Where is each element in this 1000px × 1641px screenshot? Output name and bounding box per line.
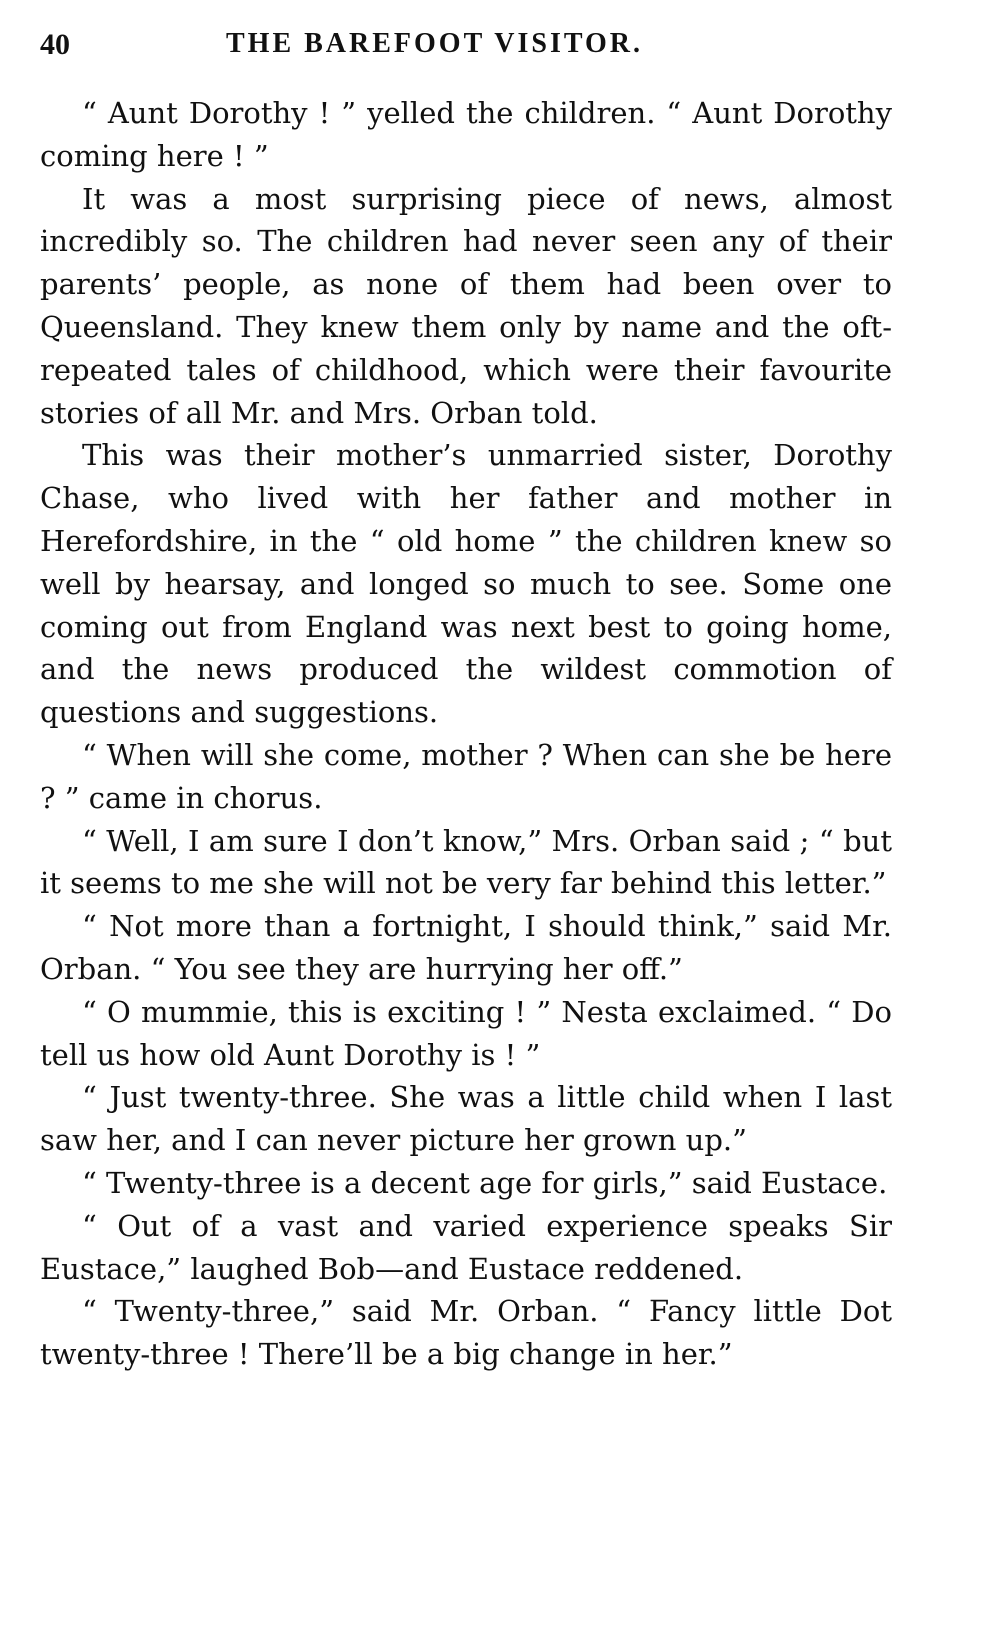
paragraph: “ Twenty-three is a decent age for girls,” said Eustace. xyxy=(82,1165,888,1200)
paragraph: “ O mummie, this is exciting ! ” Nesta exclaimed. “ Do tell us how old Aunt Dorothy is ! ” xyxy=(40,994,892,1072)
paragraph: “ Well, I am sure I don’t know,” Mrs. Orban said ; “ but it seems to me she will not be very far behind this letter.” xyxy=(40,823,892,901)
paragraph: “ Just twenty-three. She was a little child when I last saw her, and I can never picture her grown up.” xyxy=(40,1080,892,1158)
paragraph: “ Twenty-three,” said Mr. Orban. “ Fancy little Dot twenty-three ! There’ll be a big change in her.” xyxy=(40,1294,892,1372)
paragraph: “ When will she come, mother ? When can she be here ? ” came in chorus. xyxy=(40,737,892,815)
paragraph: “ Aunt Dorothy ! ” yelled the children. “ Aunt Dorothy coming here ! ” xyxy=(40,96,892,173)
paragraph: It was a most surprising piece of news, almost incredibly so. The children had never seen any of their parents’ people, as none of them had been over to Queensland. They knew them only by name and the oft-repeated tales of childhood, which were their favourite stories of all Mr. and Mrs. Orban told. xyxy=(40,181,892,430)
book-page xyxy=(40,22,892,1376)
page-header xyxy=(40,22,892,72)
paragraph: “ Not more than a fortnight, I should think,” said Mr. Orban. “ You see they are hurrying her off.” xyxy=(40,909,892,986)
paragraph: “ Out of a vast and varied experience speaks Sir Eustace,” laughed Bob—and Eustace reddened. xyxy=(40,1208,892,1286)
running-title: THE BAREFOOT VISITOR. xyxy=(226,28,644,59)
page-number: 40 xyxy=(40,28,70,61)
body-text xyxy=(40,92,892,1376)
paragraph: This was their mother’s unmarried sister, Dorothy Chase, who lived with her father and mother in Herefordshire, in the “ old home ” the children knew so well by hearsay, and longed so much to see. Some one coming out from England was next best to going home, and the news produced the wildest commotion of questions and suggestions. xyxy=(40,438,892,730)
